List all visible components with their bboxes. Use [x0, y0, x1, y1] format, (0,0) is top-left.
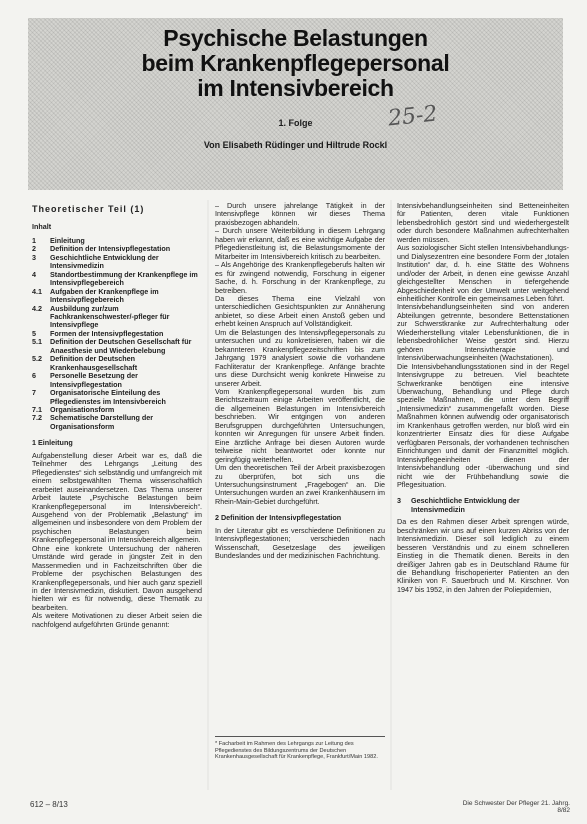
heading-definition: 2 Definition der Intensivpflegestation: [215, 513, 342, 523]
toc-item: [32, 288, 202, 305]
heading-einleitung: 1 Einleitung: [32, 438, 73, 448]
toc-number: 5.2: [32, 354, 42, 364]
paragraph: Aufgabenstellung dieser Arbeit war es, daß die Teilnehmer des Lehrgangs „Leitung des Pflegedienstes“ sich selbständig und umfangreich mit einem selbstgewählten Thema wissenschaftlich erarbeitet auseinandersetzen. Das Thema unserer Arbeit lautete „Psychische Belastungen beim Krankenpflegepersonal im Intensivbereich“. Ausgehend von der Problematik „Belastung“ im allgemeinen und insbesondere von dem Problem der psychischen Belastungen beim Krankenpflegepersonal im Intensivbereich allgemein.: [32, 450, 202, 545]
paragraph: Als weitere Motivationen zu dieser Arbeit seien die nachfolgend aufgeführten Gründe genannt:: [32, 611, 202, 629]
paragraph: Um den theoretischen Teil der Arbeit praxisbezogen zu überprüfen, bot sich uns die Untersuchungsinstrument „Fragebogen“ an. Die Untersuchungen wurden an zwei Krankenhäusern im Rhein-Main-Gebiet durchgeführt.: [215, 463, 385, 506]
toc-item: [32, 355, 202, 372]
column-3: [397, 202, 569, 594]
heading-geschichte: [397, 497, 569, 514]
toc-text: Definition der Intensivpflegestation: [50, 244, 171, 254]
toc-number: 1: [32, 235, 36, 245]
paragraph: Ohne eine konkrete Untersuchung der näheren Umstände wird gerade in jüngster Zeit in den Massenmedien und in Fachzeitschriften über die Probleme der psychischen Belastungen des Krankenpflegepersonals, und hier auch ganz speziell in der Intensivmedizin, diskutiert. Davon ausgehend hielten wir es für notwendig, diese Thematik zu bearbeiten.: [32, 543, 202, 612]
footnote: * Facharbeit im Rahmen des Lehrgangs zur Leitung des Pflegedienstes des Bildungszentrums der Deutschen Krankenhausgesellschaft für Krankenpflege, Frankfurt/Main 1982.: [215, 736, 385, 761]
heading-text: Geschichtliche Entwicklung der Intensivmedizin: [411, 496, 520, 514]
paragraph: Aus soziologischer Sicht stellen Intensivbehandlungs- und Dialysezentren eine besondere Form der „totalen Institution“ dar, d. h. eine Stätte des Wohnens und/oder der Arbeit, in denen eine gewisse Anzahl gleichgestellter Menschen in tiefergehende Abgeschiedenheit von der Umwelt unter weitgehend einheitlicher Kontrolle ein gemeinsames Leben führt.: [397, 243, 569, 303]
toc-item: [32, 372, 202, 389]
toc-number: 4.1: [32, 286, 42, 296]
paragraph: Um die Belastungen des Intensivpflegepersonals zu untersuchen und zu konkretisieren, haben wir die bekannteren Krankenpflegezeitschriften bis zum Jahrgang 1979 analysiert sowie die vorhandene Fachliteratur der Krankenpflege. Anfänge brachte uns diese Durchsicht wenig konkrete Hinweise zu unserer Arbeit.: [215, 327, 385, 388]
toc-text: Standortbestimmung der Krankenpflege im Intensivpflegebereich: [50, 269, 198, 288]
title-line-3: im Intensivbereich: [197, 75, 394, 101]
toc-text: Geschichtliche Entwicklung der Intensivmedizin: [50, 252, 159, 271]
part-label: 1. Folge: [278, 118, 313, 128]
toc-number: 6: [32, 371, 36, 381]
paragraph: Die Intensivbehandlungsstationen sind in der Regel Intensivgruppe zu betreuen. Viel beachtete Schwerkranke benötigen eine intensive Überwachung, Behandlung und Pflege durch spezielle Maßnahmen, die unter dem Begriff „Intensivmedizin“ zusammengefaßt worden. Diese Maßnahmen können aufwendig oder organisatorisch im Krankenhaus getroffen werden, nur bloß wird ein konzentrierter Einsatz dies für diese Aufgabe verfügbaren Personals, der vorhandenen technischen Einrichtungen und damit der Finanzmittel möglich. Intensivpflegeeinheiten dienen der Intensivbehandlung oder -überwachung und sind nicht wie der Frühbehandlung sowie die Pflegesituation.: [397, 361, 569, 489]
toc-text: Personelle Besetzung der Intensivpflegestation: [50, 371, 138, 389]
bullet-item: – Als Angehörige des Krankenpflegeberufs halten wir es für zwingend notwendig, Forschung in eigener Sache, d. h. Forschung in der Krankenpflege, zu betreiben.: [215, 260, 385, 295]
toc-text: Einleitung: [50, 235, 85, 245]
toc-number: 7.2: [32, 413, 42, 423]
toc-text: Formen der Intensivpflegestation: [50, 328, 164, 338]
toc-number: 2: [32, 244, 36, 254]
toc-text: Organisationsform: [50, 404, 115, 414]
toc-text: Definition der Deutschen Krankenhausgesellschaft: [50, 354, 138, 372]
toc-number: 4: [32, 269, 36, 279]
paragraph: In der Literatur gibt es verschiedene Definitionen zu Intensivpflegestationen; verschieden nach Wissenschaft, Gesetzeslage des jeweiligen Bundeslandes und der medizinischen Fachrichtung.: [215, 525, 385, 561]
toc-number: 4.2: [32, 303, 42, 313]
paragraph: Intensivbehandlungseinheiten sind von anderen Abteilungen getrennte, besondere Bettenstationen zur Schwerstkranke zur Aufrechterhaltung oder Wiederherstellung vitaler Lebensfunktionen, die in lebensbedrohlicher Weise gestört sind. Hierzu gehören Intensivtherapie und Intensivüberwachungseinheiten (Wachstationen).: [397, 302, 569, 363]
toc-number: 7: [32, 388, 36, 398]
heading-number: 3: [397, 496, 401, 506]
paragraph: Vom Krankenpflegepersonal wurden bis zum Berichtszeitraum einige Arbeiten veröffentlicht, die die allgemeinen Belastungen im Intensivbereich beschrieben. Wir entgingen von anderen Berufsgruppen durchgeführten Untersuchungen, konnten wir Anregungen für unsere Arbeit finden. Eine ärztliche Anfrage bei diesen Autoren wurde teilweise nicht beantwortet oder konnte nur geringfügig weiterhelfen.: [215, 386, 385, 464]
toc-item: [32, 254, 202, 271]
column-2: [215, 202, 385, 561]
toc-item: [32, 271, 202, 288]
journal-footer: Die Schwester Der Pfleger 21. Jahrg. 8/82: [462, 800, 570, 814]
bullet-item: – Durch unsere Weiterbildung in diesem Lehrgang haben wir erkannt, daß es eine wichtige Aufgabe der Pflegedienstleitung ist, die Belastungsmomente der Mitarbeiter im Intensivbereich kritisch zu bearbeiten.: [215, 226, 385, 261]
toc-item: [32, 305, 202, 330]
author-line: Von Elisabeth Rüdinger und Hiltrude Rockl: [203, 140, 388, 150]
toc-text: Organisatorische Einteilung des Pflegedienstes im Intensivbereich: [50, 388, 166, 406]
title-line-2: beim Krankenpflegepersonal: [141, 50, 450, 76]
paragraph: Intensivbehandlungseinheiten sind Betteneinheiten für Patienten, deren vitale Funktionen lebensbedrohlich gestört sind und wiederhergestellt oder durch besondere Maßnahmen aufrechterhalten werden müssen.: [397, 201, 569, 244]
toc-heading: Inhalt: [32, 222, 52, 232]
section-title: Theoretischer Teil (1): [32, 204, 145, 214]
bullet-item: – Durch unsere jahrelange Tätigkeit in der Intensivpflege können wir dieses Thema praxisbezogen abhandeln.: [215, 201, 385, 227]
handwritten-note: 25-2: [386, 101, 439, 132]
article-title: [28, 26, 563, 101]
title-line-1: Psychische Belastungen: [163, 25, 428, 51]
toc-number: 3: [32, 252, 36, 262]
column-1: [32, 200, 202, 629]
toc-item: [32, 414, 202, 431]
toc-number: 7.1: [32, 404, 42, 414]
paragraph: Da es den Rahmen dieser Arbeit sprengen würde, beschränken wir uns auf einen kurzen Abriss von der Intensivmedizin. Dieser soll lediglich zu einem besseren Verständnis und zu einem schnelleren Einstieg in die Thematik dienen. Bereits in den dreißiger Jahren gab es in Deutschland Räume für die Behandlung frischoperierter Patienten an den Kliniken von F. Sauerbruch und M. Kirschner. Von 1947 bis 1952, in den Jahren der Poliepidemien,: [397, 517, 569, 594]
toc-text: Schematische Darstellung der Organisationsform: [50, 413, 154, 431]
toc-number: 5.1: [32, 337, 42, 347]
page-number-handwritten: 612 – 8/13: [30, 800, 68, 809]
toc-text: Aufgaben der Krankenpflege im Intensivpflegebereich: [50, 286, 159, 305]
toc-item: [32, 338, 202, 355]
toc-item: [32, 389, 202, 406]
paragraph: Da dieses Thema eine Vielzahl von unterschiedlichen Gesichtspunkten zur Annäherung anbietet, so diese Arbeit einen Anstoß geben und erhebt keinen Anspruch auf Vollständigkeit.: [215, 293, 385, 329]
toc-text: Ausbildung zur/zum Fachkrankenschwester/-pfleger für Intensivpflege: [50, 303, 170, 330]
toc-text: Definition der Deutschen Gesellschaft für Anaesthesie und Wiederbelebung: [50, 337, 192, 355]
table-of-contents: [32, 237, 202, 431]
toc-number: 5: [32, 328, 36, 338]
